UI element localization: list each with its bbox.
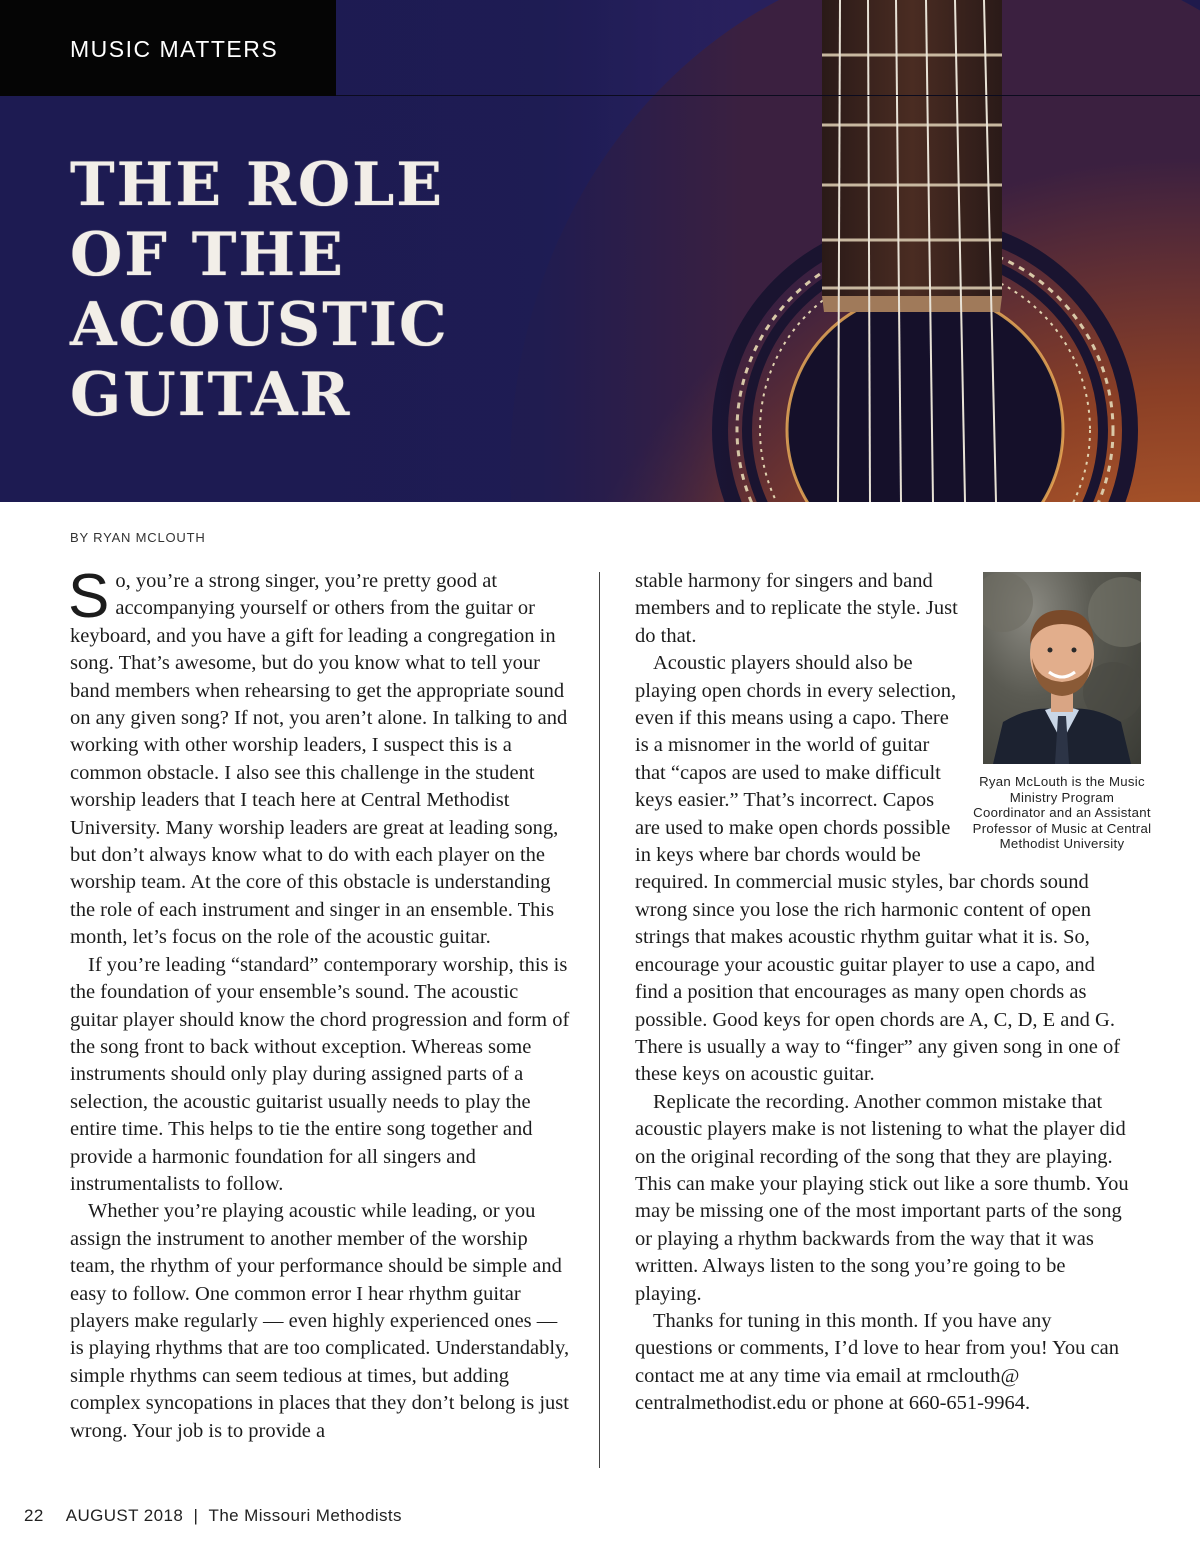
title-line: ACOUSTIC [70,290,449,360]
publication-name: The Missouri Methodists [208,1506,402,1525]
title-line: THE ROLE [70,150,445,220]
page-number: 22 [24,1506,44,1525]
author-portrait-image [983,572,1141,764]
article-column-left [68,562,570,1445]
author-sidebar [972,572,1152,852]
author-photo [983,572,1141,764]
title-line: OF THE [70,220,345,290]
section-tag: MUSIC MATTERS [0,0,336,96]
paragraph [68,562,570,952]
column-divider [599,572,600,1468]
paragraph: If you’re leading “standard” contemporary worship, this is the foundation of your ensemble’s sound. The acoustic guitar player should know the chord progression and form of the song front to back without exception. Whereas some instruments should only play during assigned parts of a selection, the acoustic guitarist usually needs to play the entire time. This helps to tie the entire song together and provide a harmonic foundation for all singers and instrumentalists to follow. [70,953,570,1195]
paragraph: Replicate the recording. Another common mistake that acoustic players make is not listening to what the player did on the original recording of the song that they are playing. This can make your playing stick out like a sore thumb. You may be missing one of the most important parts of the song or playing a rhythm backwards from the way that it was written. Always listen to the song you’re going to be playing. [635,1090,1129,1305]
issue-date: AUGUST 2018 [65,1506,184,1525]
paragraph-text: o, you’re a strong singer, you’re pretty good at accompanying yourself or others from the guitar or keyboard, and you have a gift for leading a congregation in song. That’s awesome, but do you know what to tell your band members when rehearsing to get the appropriate sound on any given song? If not, you aren’t alone. In talking to and working with other worship leaders, I suspect this is a common obstacle. I also see this challenge in the student worship leaders that I teach here at Central Methodist University. Many worship leaders are great at leading song, but don’t always know what to do with each player on the worship team. At the core of this obstacle is understanding the role of each instrument and singer in an ensemble. This month, let’s focus on the role of the acoustic guitar. [70,570,568,949]
paragraph: Acoustic players should also be playing open chords in every selection, even if this means using a capo. There is a misnomer in the world of guitar that “capos are used to make difficult keys easier.” That’s incorrect. Capos are used to make open chords possible in keys where bar chords would be required. In commercial music styles, bar chords sound wrong since you lose the rich harmonic content of open strings that makes acoustic rhythm guitar what it is. So, encourage your acoustic guitar player to use a capo, and find a position that encourages as many open chords as possible. Good keys for open chords are A, C, D, E and G. There is usually a way to “finger” any given song in one of these keys on acoustic guitar. [635,652,1121,1086]
paragraph: Thanks for tuning in this month. If you have any questions or comments, I’d love to hear from you! You can contact me at any time via email at rmclouth@ centralmethodist.edu or phone at 660-651-9964. [635,1309,1119,1415]
page-footer [24,1506,402,1526]
header-rule [336,95,1200,96]
paragraph: Whether you’re playing acoustic while leading, or you assign the instrument to another member of the worship team, the rhythm of your performance should be simple and easy to follow. One common error I hear rhythm guitar players make regularly — even highly experienced ones — is playing rhythms that are too complicated. Understandably, simple rhythms can seem tedious at times, but adding complex syncopations in places that they don’t belong is just wrong. Your job is to provide a [70,1200,570,1442]
footer-separator: | [193,1506,199,1525]
title-line: GUITAR [70,360,352,430]
article-title [70,150,490,430]
article-column-right [635,568,1152,1418]
paragraph: stable harmony for singers and band members and to replicate the style. Just do that. [635,570,958,647]
author-caption: Ryan McLouth is the Music Ministry Program Coordinator and an Assistant Professor of Music at Central Methodist University [972,774,1152,852]
hero-banner [0,0,1200,502]
byline: BY RYAN MCLOUTH [70,530,206,545]
drop-cap: S [68,562,110,631]
